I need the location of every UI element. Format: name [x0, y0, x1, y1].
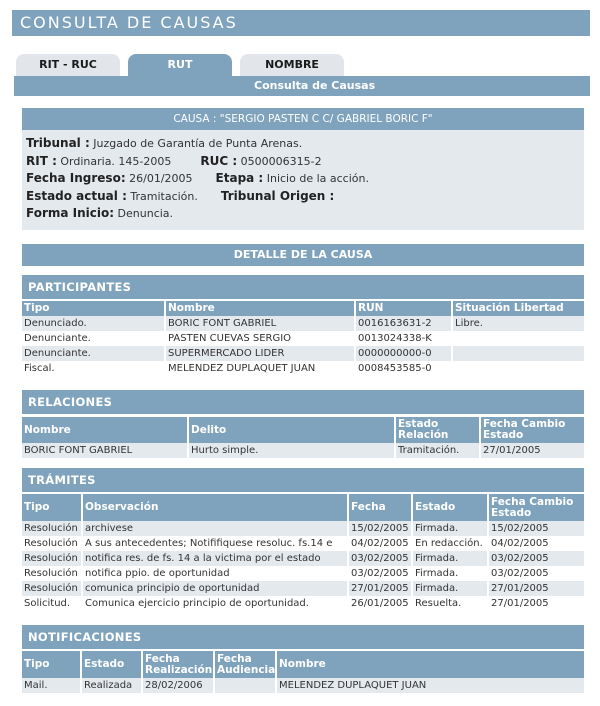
tribunal-value: Juzgado de Garantía de Punta Arenas.	[93, 137, 303, 150]
table-cell: Firmada.	[412, 581, 488, 596]
table-cell: 28/02/2006	[142, 678, 214, 693]
table-cell: En redacción.	[412, 536, 488, 551]
table-cell: notifica ppio. de oportunidad	[82, 566, 348, 581]
tribunal-origen-label: Tribunal Origen :	[220, 188, 335, 203]
forma-inicio-label: Forma Inicio:	[26, 206, 115, 220]
column-header: RUN	[355, 301, 452, 316]
table-cell: Resolución	[22, 581, 82, 596]
column-header: Estado	[81, 651, 142, 678]
table-header-row	[22, 494, 584, 521]
table-header-row	[22, 651, 584, 678]
table-cell: Denunciante.	[22, 346, 165, 361]
table-row	[22, 566, 584, 581]
table-row	[22, 521, 584, 536]
table-cell: 0000000000-0	[355, 346, 452, 361]
tribunal-label: Tribunal :	[26, 136, 90, 150]
table-row	[22, 536, 584, 551]
participantes-table	[22, 301, 584, 376]
table-cell: Libre.	[452, 316, 584, 331]
table-row	[22, 361, 584, 376]
column-header: Situación Libertad	[452, 301, 584, 316]
table-cell: Resuelta.	[412, 596, 488, 611]
table-cell: Firmada.	[412, 566, 488, 581]
table-cell	[452, 361, 584, 376]
table-cell: 04/02/2005	[348, 536, 412, 551]
causa-summary	[22, 130, 584, 230]
table-row	[22, 316, 584, 331]
table-cell: Denunciado.	[22, 316, 165, 331]
estado-actual-value: Tramitación.	[130, 189, 198, 203]
column-header: Fecha Realización	[142, 651, 214, 678]
column-header: Nombre	[165, 301, 355, 316]
column-header: Observación	[82, 494, 348, 521]
table-header-row	[22, 301, 584, 316]
table-cell: 27/01/2005	[480, 443, 584, 458]
table-cell: Hurto simple.	[188, 443, 395, 458]
table-cell: BORIC FONT GABRIEL	[165, 316, 355, 331]
table-row	[22, 678, 584, 693]
rit-value: Ordinaria. 145-2005	[60, 154, 172, 168]
table-cell: Solicitud.	[22, 596, 82, 611]
forma-inicio-value: Denuncia.	[117, 207, 174, 220]
column-header: Fecha Cambio Estado	[488, 494, 584, 521]
table-row	[22, 581, 584, 596]
tramites-title: TRÁMITES	[22, 468, 584, 492]
table-cell	[452, 346, 584, 361]
table-cell: 27/01/2005	[488, 596, 584, 611]
estado-actual-label: Estado actual :	[26, 188, 127, 203]
table-cell: MELENDEZ DUPLAQUET JUAN	[165, 361, 355, 376]
table-cell: Resolución	[22, 536, 82, 551]
table-cell: archivese	[82, 521, 348, 536]
table-cell: 15/02/2005	[348, 521, 412, 536]
subbar-label: Consulta de Causas	[254, 79, 376, 92]
table-cell: comunica principio de oportunidad	[82, 581, 348, 596]
table-cell: 04/02/2005	[488, 536, 584, 551]
table-cell: 03/02/2005	[348, 566, 412, 581]
column-header: Tipo	[22, 301, 165, 316]
table-cell: 0008453585-0	[355, 361, 452, 376]
table-cell: Tramitación.	[395, 443, 480, 458]
table-cell: Denunciante.	[22, 331, 165, 346]
table-row	[22, 596, 584, 611]
table-cell: Firmada.	[412, 521, 488, 536]
fecha-etapa-row	[26, 170, 580, 188]
etapa-label: Etapa :	[215, 171, 264, 185]
ruc-value: 0500006315-2	[240, 154, 322, 168]
fecha-ingreso-value: 26/01/2005	[129, 172, 193, 185]
table-cell: 03/02/2005	[488, 551, 584, 566]
table-cell: MELENDEZ DUPLAQUET JUAN	[276, 678, 584, 693]
tab-rit-ruc[interactable]: RIT - RUC	[16, 54, 120, 76]
notificaciones-table	[22, 651, 584, 693]
table-cell: 15/02/2005	[488, 521, 584, 536]
table-row	[22, 331, 584, 346]
table-cell: SUPERMERCADO LIDER	[165, 346, 355, 361]
column-header: Fecha Audiencia	[214, 651, 276, 678]
relaciones-table	[22, 417, 584, 458]
rit-label: RIT :	[26, 153, 57, 168]
table-cell: 0013024338-K	[355, 331, 452, 346]
causa-header: CAUSA : "SERGIO PASTEN C C/ GABRIEL BORIC F"	[22, 108, 584, 130]
tab-nombre[interactable]: NOMBRE	[240, 54, 344, 76]
subbar	[14, 76, 590, 96]
detalle-header: DETALLE DE LA CAUSA	[22, 244, 584, 266]
table-cell: Firmada.	[412, 551, 488, 566]
table-cell: Mail.	[22, 678, 81, 693]
participantes-title: PARTICIPANTES	[22, 275, 584, 299]
forma-inicio-row	[26, 205, 580, 223]
table-cell: Resolución	[22, 521, 82, 536]
table-cell: notifica res. de fs. 14 a la victima por el estado	[82, 551, 348, 566]
column-header: Nombre	[22, 417, 188, 443]
column-header: Estado Relación	[395, 417, 480, 443]
table-cell: Comunica ejercicio principio de oportunidad.	[82, 596, 348, 611]
table-cell: A sus antecedentes; Notififiquese resoluc. fs.14 e	[82, 536, 348, 551]
table-cell: Fiscal.	[22, 361, 165, 376]
notificaciones-title: NOTIFICACIONES	[22, 625, 584, 649]
page-title: CONSULTA DE CAUSAS	[12, 10, 590, 36]
column-header: Nombre	[276, 651, 584, 678]
fecha-ingreso-label: Fecha Ingreso:	[26, 171, 126, 185]
table-cell: 27/01/2005	[488, 581, 584, 596]
rit-ruc-row	[26, 153, 580, 171]
column-header: Estado	[412, 494, 488, 521]
table-cell	[214, 678, 276, 693]
column-header: Fecha Cambio Estado	[480, 417, 584, 443]
table-cell: PASTEN CUEVAS SERGIO	[165, 331, 355, 346]
search-tabs	[16, 54, 586, 76]
relaciones-title: RELACIONES	[22, 390, 584, 414]
tribunal-row	[26, 135, 580, 153]
table-cell: Realizada	[81, 678, 142, 693]
table-row	[22, 551, 584, 566]
table-cell	[452, 331, 584, 346]
column-header: Delito	[188, 417, 395, 443]
tramites-table	[22, 494, 584, 611]
table-row	[22, 443, 584, 458]
table-cell: 26/01/2005	[348, 596, 412, 611]
ruc-label: RUC :	[200, 153, 238, 168]
table-cell: 27/01/2005	[348, 581, 412, 596]
table-cell: 0016163631-2	[355, 316, 452, 331]
estado-origen-row	[26, 188, 580, 206]
table-row	[22, 346, 584, 361]
column-header: Tipo	[22, 651, 81, 678]
column-header: Fecha	[348, 494, 412, 521]
etapa-value: Inicio de la acción.	[266, 172, 369, 185]
column-header: Tipo	[22, 494, 82, 521]
table-cell: 03/02/2005	[348, 551, 412, 566]
tab-rut[interactable]: RUT	[128, 54, 232, 76]
table-cell: Resolución	[22, 566, 82, 581]
table-cell: Resolución	[22, 551, 82, 566]
table-cell: BORIC FONT GABRIEL	[22, 443, 188, 458]
table-header-row	[22, 417, 584, 443]
table-cell: 03/02/2005	[488, 566, 584, 581]
